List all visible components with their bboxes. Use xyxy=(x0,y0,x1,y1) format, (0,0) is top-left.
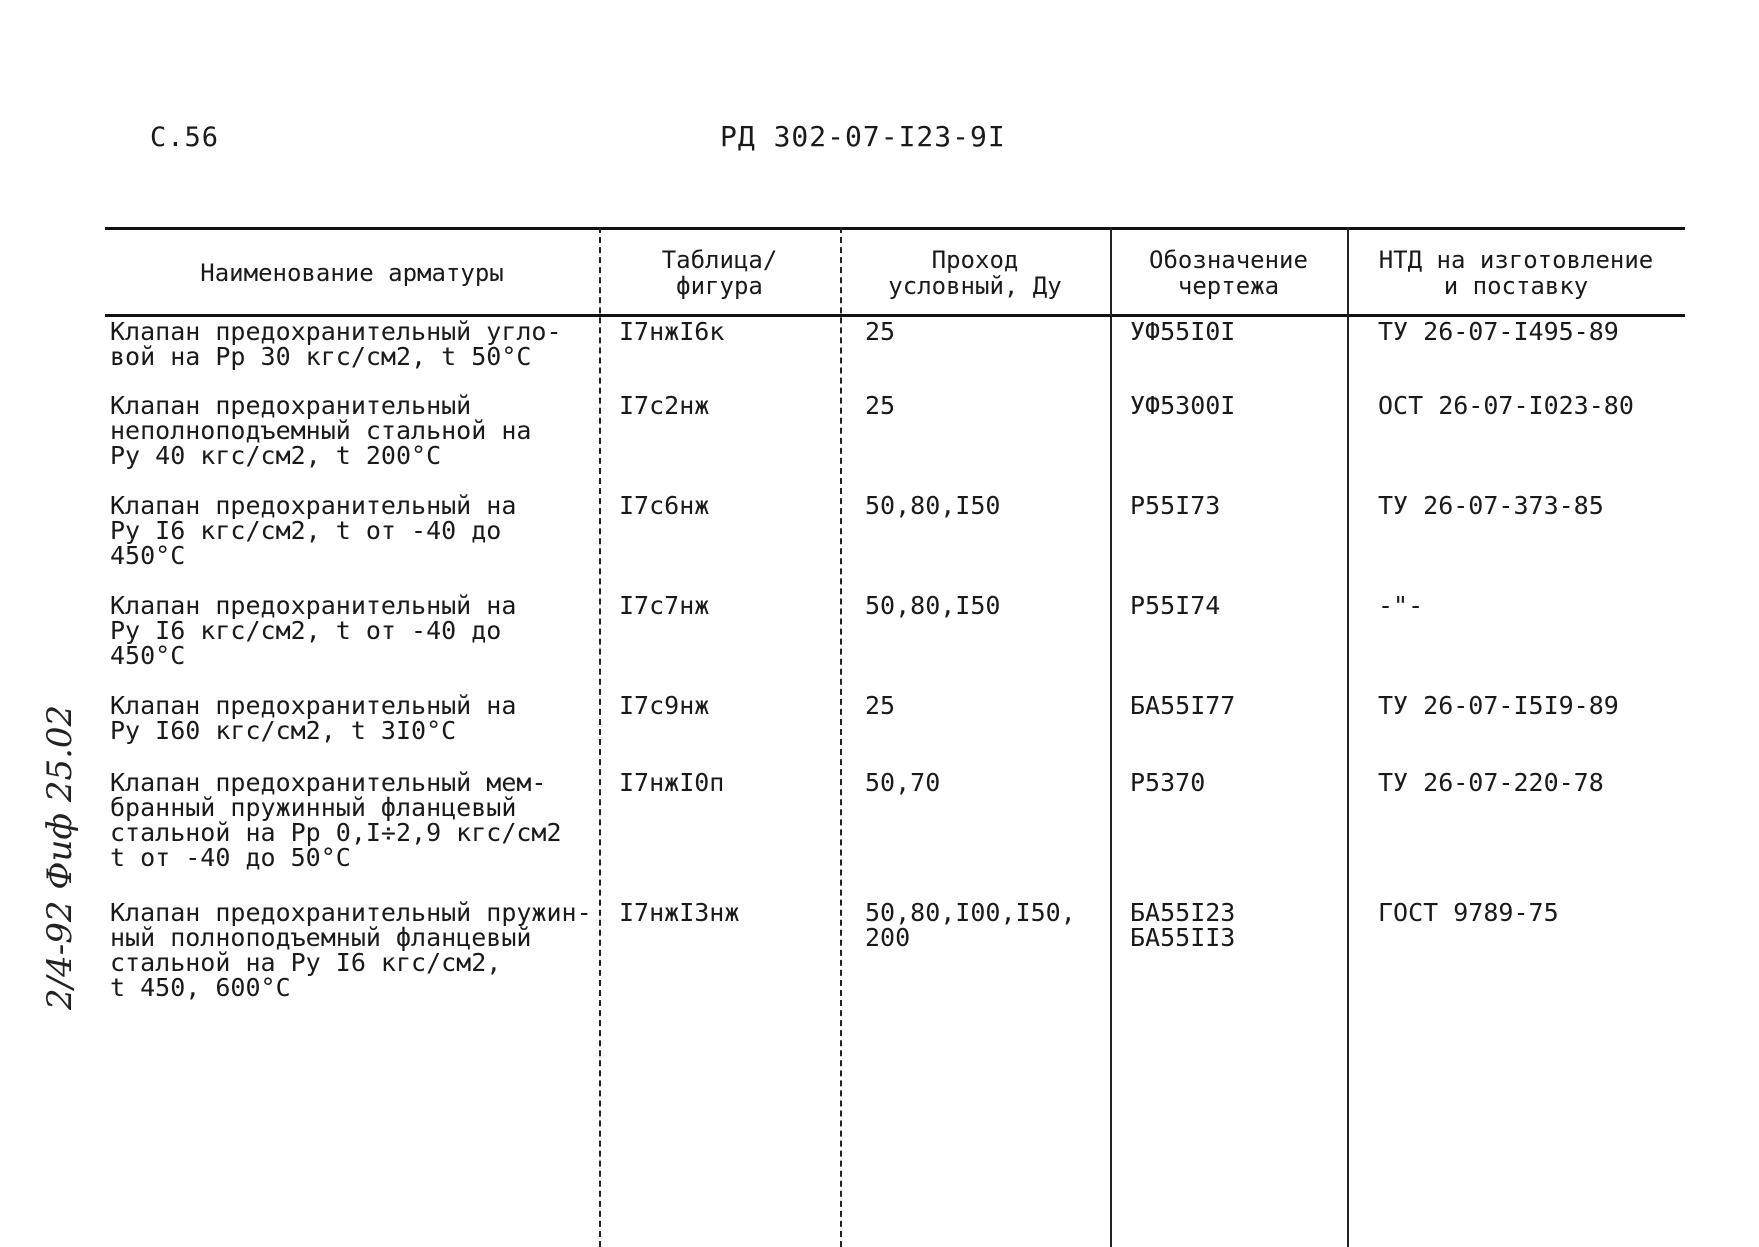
valve-dn: 25 xyxy=(865,691,896,720)
column-divider xyxy=(1347,227,1349,1247)
valve-figure: I7нжI6к xyxy=(619,317,725,346)
valve-dn: 50,70 xyxy=(865,768,941,797)
valve-figure: I7с6нж xyxy=(619,491,710,520)
column-divider xyxy=(599,227,601,1247)
valve-figure: I7с7нж xyxy=(619,591,710,620)
header-nominal-diameter: Проход условный, Ду xyxy=(888,246,1062,300)
valve-figure: I7с2нж xyxy=(619,391,710,420)
column-divider xyxy=(1110,227,1112,1247)
valve-figure: I7нжI0п xyxy=(619,768,725,797)
valve-ntd: ТУ 26-07-I5I9-89 xyxy=(1378,691,1619,720)
valve-ntd: ТУ 26-07-373-85 xyxy=(1378,491,1604,520)
document-code: РД 302-07-I23-9I xyxy=(720,120,1006,153)
header-drawing: Обозначение чертежа xyxy=(1149,246,1308,300)
handwritten-margin-note: 2/4-92 Фиф 25.02 xyxy=(40,704,80,1010)
valve-drawing: Р55I73 xyxy=(1130,491,1221,520)
valve-name: Клапан предохранительный на Ру I6 кгс/см2, t от -40 до 450°C xyxy=(110,591,517,670)
page-number: С.56 xyxy=(150,122,220,153)
valve-dn: 50,80,I00,I50, 200 xyxy=(865,898,1076,952)
valve-drawing: БА55I23 БА55II3 xyxy=(1130,898,1236,952)
valve-drawing: УФ55I0I xyxy=(1130,317,1236,346)
fittings-table xyxy=(105,227,1685,1247)
valve-figure: I7нжI3нж xyxy=(619,898,740,927)
valve-dn: 25 xyxy=(865,317,896,346)
valve-ntd: ОСТ 26-07-I023-80 xyxy=(1378,391,1634,420)
valve-ntd: ТУ 26-07-220-78 xyxy=(1378,768,1604,797)
header-figure: Таблица/ фигура xyxy=(661,246,778,300)
valve-name: Клапан предохранительный на Ру I6 кгс/см2, t от -40 до 450°C xyxy=(110,491,517,570)
valve-dn: 25 xyxy=(865,391,896,420)
valve-ntd: ТУ 26-07-I495-89 xyxy=(1378,317,1619,346)
valve-drawing: УФ5300I xyxy=(1130,391,1236,420)
valve-drawing: Р55I74 xyxy=(1130,591,1221,620)
valve-dn: 50,80,I50 xyxy=(865,591,1001,620)
valve-drawing: БА55I77 xyxy=(1130,691,1236,720)
valve-name: Клапан предохранительный пружин- ный полноподъемный фланцевый стальной на Ру I6 кгс/см2, t 450, 600°C xyxy=(110,898,592,1002)
header-name: Наименование арматуры xyxy=(200,259,504,287)
valve-ntd: -"- xyxy=(1378,591,1424,620)
valve-figure: I7с9нж xyxy=(619,691,710,720)
valve-name: Клапан предохранительный на Ру I60 кгс/см2, t 3I0°C xyxy=(110,691,517,745)
valve-ntd: ГОСТ 9789-75 xyxy=(1378,898,1559,927)
column-divider xyxy=(840,227,842,1247)
valve-name: Клапан предохранительный мем- бранный пружинный фланцевый стальной на Рр 0,I÷2,9 кгс/см2 t от -40 до 50°C xyxy=(110,768,562,872)
valve-drawing: Р5370 xyxy=(1130,768,1206,797)
header-ntd: НТД на изготовление и поставку xyxy=(1378,246,1654,300)
valve-dn: 50,80,I50 xyxy=(865,491,1001,520)
table-top-rule xyxy=(105,227,1685,230)
valve-name: Клапан предохранительный неполноподъемный стальной на Ру 40 кгс/см2, t 200°C xyxy=(110,391,532,470)
valve-name: Клапан предохранительный угло- вой на Рр 30 кгс/см2, t 50°C xyxy=(110,317,562,371)
